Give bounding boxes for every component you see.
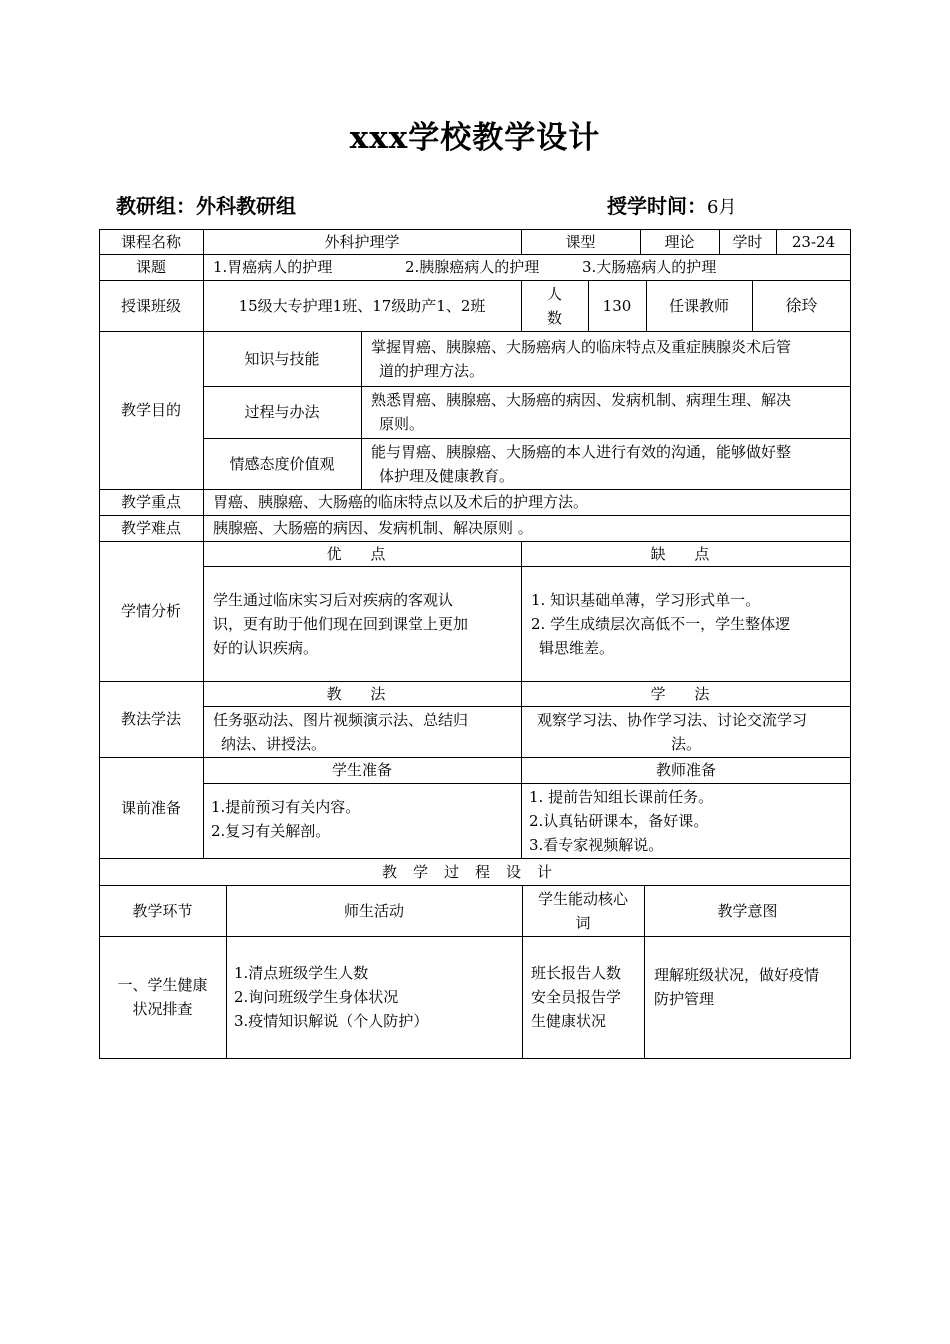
course-name-value: 外科护理学 [324, 232, 400, 251]
process-header-intent: 教学意图 [717, 901, 778, 920]
process-activity-1: 1.清点班级学生人数 [234, 964, 369, 982]
hours-value: 23-24 [791, 232, 836, 251]
student-prep-line-2: 2.复习有关解剖。 [211, 821, 331, 840]
teach-method-line-1: 任务驱动法、图片视频演示法、总结归 [213, 710, 469, 729]
teacher-value: 徐玲 [785, 295, 818, 315]
people-label [521, 280, 588, 331]
class-label: 授课班级 [120, 296, 181, 315]
course-type-label: 课型 [565, 232, 596, 251]
pros-text [203, 566, 521, 681]
pros-line-2: 识，更有助于他们现在回到课堂上更加 [213, 614, 469, 633]
teacher-label: 任课教师 [668, 296, 729, 315]
goal-text-knowledge [361, 331, 851, 386]
topic-item-2: 2.胰腺癌病人的护理 [405, 258, 540, 276]
process-intent [654, 936, 851, 1058]
learn-method-header: 学 法 [650, 684, 722, 703]
learn-method-line-1: 观察学习法、协作学习法、讨论交流学习 [537, 710, 808, 729]
method-label: 教法学法 [120, 710, 181, 728]
process-activity-3: 3.疫情知识解说（个人防护） [234, 1012, 429, 1030]
process-activity-2: 2.询问班级学生身体状况 [234, 988, 399, 1006]
goal-label-knowledge: 知识与技能 [244, 349, 320, 368]
process-keyword-1: 班长报告人数 [531, 964, 622, 982]
pros-line-1: 学生通过临床实习后对疾病的客观认 [213, 590, 454, 609]
page-title: xxx学校教学设计 [349, 120, 601, 156]
people-label-line-2: 数 [546, 308, 562, 327]
student-prep-line-1: 1.提前预习有关内容。 [211, 797, 361, 816]
difficulty-value: 胰腺癌、大肠癌的病因、发病机制、解决原则 。 [213, 519, 533, 537]
goal-label-process: 过程与办法 [244, 403, 320, 421]
topic-item-3: 3.大肠癌病人的护理 [582, 258, 717, 276]
student-prep-text [211, 783, 521, 858]
class-value: 15级大专护理1班、17级助产1、2班 [238, 296, 486, 315]
goal-knowledge-line-1: 掌握胃癌、胰腺癌、大肠癌病人的临床特点及重症胰腺炎术后管 [371, 337, 792, 356]
cons-line-2: 2. 学生成绩层次高低不一，学生整体逻 [531, 614, 791, 633]
process-keyword-3: 生健康状况 [531, 1012, 607, 1030]
teacher-prep-header: 教师准备 [655, 761, 716, 779]
goal-process-line-1: 熟悉胃癌、胰腺癌、大肠癌的病因、发病机制、病理生理、解决 [371, 391, 792, 409]
prep-label: 课前准备 [120, 798, 181, 817]
process-intent-line-2: 防护管理 [654, 990, 715, 1008]
teacher-prep-line-3: 3.看专家视频解说。 [529, 835, 664, 854]
topic-label: 课题 [135, 258, 166, 276]
course-name-label: 课程名称 [120, 232, 181, 251]
course-type-value: 理论 [664, 232, 695, 251]
teach-method-header: 教 法 [326, 684, 398, 703]
key-value: 胃癌、胰腺癌、大肠癌的临床特点以及术后的护理方法。 [213, 493, 589, 511]
process-stage [99, 936, 226, 1058]
cons-line-1: 1. 知识基础单薄，学习形式单一。 [531, 590, 761, 609]
process-title: 教学过程设计 [381, 862, 568, 881]
teach-method-line-2: 纳法、讲授法。 [221, 734, 327, 753]
group-label: 教研组： [116, 194, 196, 218]
process-header-keywords: 学生能动核心词 [537, 889, 628, 932]
teacher-prep-text [529, 783, 851, 858]
teach-method-text [203, 706, 521, 757]
time-value: 6月 [707, 197, 737, 218]
cons-header: 缺 点 [650, 544, 722, 563]
people-value: 130 [602, 296, 632, 315]
key-label: 教学重点 [120, 493, 181, 511]
hours-label: 学时 [732, 232, 763, 251]
goal-text-attitude [361, 438, 851, 489]
time-label: 授学时间： [607, 194, 707, 218]
topic-item-1: 1.胃癌病人的护理 [213, 258, 333, 276]
goal-text-process [361, 386, 851, 438]
goal-knowledge-line-2: 道的护理方法。 [379, 361, 485, 380]
goal-attitude-line-1: 能与胃癌、胰腺癌、大肠癌的本人进行有效的沟通，能够做好整 [371, 442, 792, 461]
pros-line-3: 好的认识疾病。 [213, 638, 319, 657]
process-header-activities: 师生活动 [343, 901, 404, 920]
learn-method-line-2: 法。 [670, 734, 701, 753]
cons-line-3: 辑思维差。 [539, 638, 615, 657]
process-stage-line-2: 状况排查 [132, 1000, 193, 1018]
teacher-prep-line-1: 1. 提前告知组长课前任务。 [529, 787, 714, 806]
goal-attitude-line-2: 体护理及健康教育。 [379, 466, 515, 485]
student-prep-header: 学生准备 [331, 761, 392, 779]
goal-label-attitude: 情感态度价值观 [229, 454, 335, 473]
process-keyword-2: 安全员报告学 [531, 988, 622, 1006]
process-activities [234, 936, 522, 1058]
group-value: 外科教研组 [196, 194, 296, 218]
process-header-stage: 教学环节 [132, 901, 193, 920]
pros-header: 优 点 [326, 544, 398, 563]
process-keywords [531, 936, 644, 1058]
teacher-prep-line-2: 2.认真钻研课本，备好课。 [529, 811, 709, 830]
process-stage-line-1: 一、学生健康 [117, 976, 208, 994]
goal-label: 教学目的 [120, 401, 181, 419]
process-intent-line-1: 理解班级状况，做好疫情 [654, 966, 820, 984]
learn-method-text [521, 706, 851, 757]
difficulty-label: 教学难点 [120, 519, 181, 537]
goal-process-line-2: 原则。 [379, 415, 425, 433]
cons-text [521, 566, 851, 681]
analysis-label: 学情分析 [120, 602, 181, 620]
people-label-line-1: 人 [546, 284, 562, 303]
